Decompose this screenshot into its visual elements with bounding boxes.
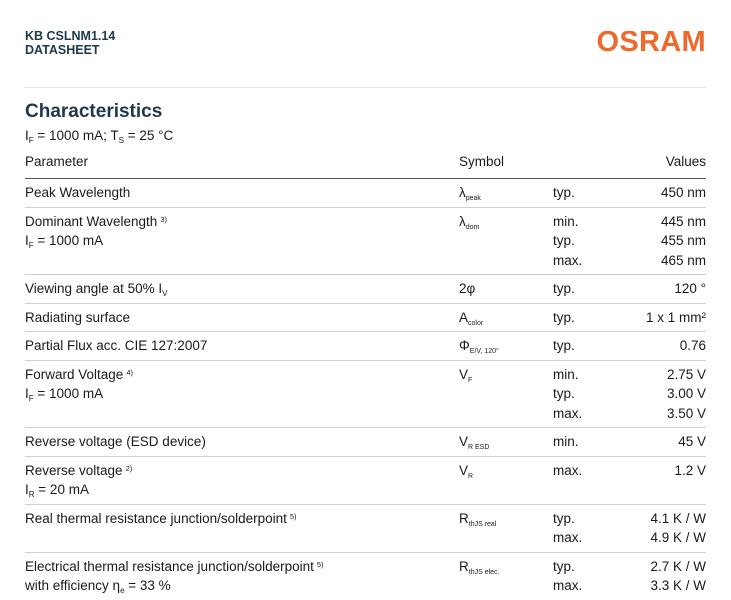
section-title: Characteristics bbox=[25, 101, 163, 122]
table-row: Radiating surface $A_{color}$ typ. 1 x 1 mm² bbox=[25, 304, 706, 333]
table-row: Real thermal resistance junction/solderpoint $^{5)}$ $R_{thJS real}$ typ. max. 4.1 K / W 4.9 K / W bbox=[25, 505, 706, 553]
table-header bbox=[25, 152, 706, 179]
table-row: Electrical thermal resistance junction/solderpoint $^{5)}$ with efficiency $\eta_e = 33$ % $R_{thJS elec.}$ typ. max. 2.7 K / W 3.3 K / W bbox=[25, 558, 706, 595]
header-symbol: Symbol bbox=[459, 154, 505, 169]
table-row: Partial Flux acc. CIE 127:2007 $\Phi_{E/V, 120^\circ}$ typ. 0.76 bbox=[25, 332, 706, 361]
header-parameter: Parameter bbox=[25, 154, 89, 169]
header-divider bbox=[25, 87, 706, 88]
characteristics-table bbox=[25, 152, 706, 600]
table-row: Forward Voltage $^{4)}$ $I_F = 1000$ mA $V_F$ min. typ. max. 2.75 V 3.00 V 3.50 V bbox=[25, 361, 706, 429]
osram-logo: OSRAM bbox=[596, 26, 706, 58]
table-row: Reverse voltage (ESD device) $V_{R ESD}$ min. 45 V bbox=[25, 428, 706, 457]
header-values: Values bbox=[665, 154, 706, 169]
table-row: Reverse voltage $^{2)}$ $I_R = 20$ mA $V_R$ max. 1.2 V bbox=[25, 457, 706, 505]
table-row: Viewing angle at 50% $I_V$ 2φ typ. 120 ° bbox=[25, 275, 706, 304]
document-header bbox=[25, 29, 115, 57]
table-row: Peak Wavelength $\lambda_{peak}$ typ. 450 nm bbox=[25, 179, 706, 208]
table-row: Dominant Wavelength $^{3)}$ $I_F = 1000$ mA $\lambda_{dom}$ min. typ. max. 445 nm 455 nm 465 nm bbox=[25, 208, 706, 276]
document-type: DATASHEET bbox=[25, 43, 100, 57]
test-conditions: $I_F = 1000$ mA; $T_S = 25$ °C bbox=[25, 128, 174, 145]
product-name: KB CSLNM1.14 bbox=[25, 29, 116, 43]
